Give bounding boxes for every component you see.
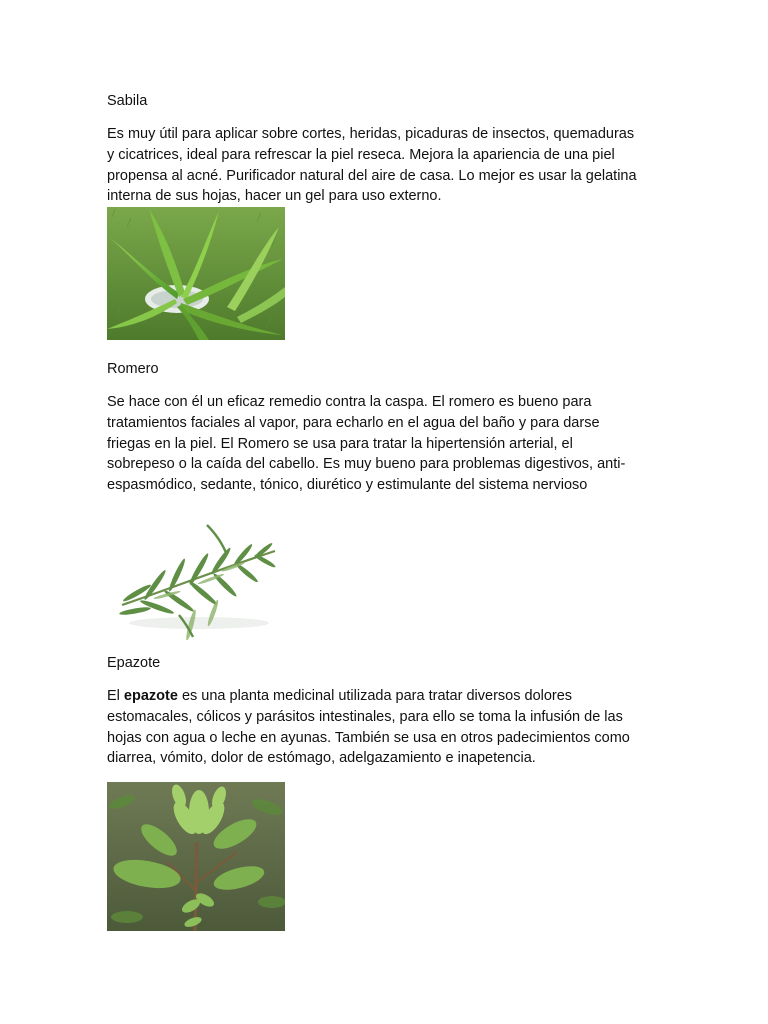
paragraph-line: y cicatrices, ideal para refrescar la piel reseca. Mejora la apariencia de una piel [107, 146, 615, 163]
rosemary-sprig-image [107, 515, 285, 640]
paragraph-line: hojas con agua o leche en ayunas. También se usa en otros padecimientos como [107, 729, 630, 746]
aloe-plant-image [107, 207, 285, 340]
paragraph-line: Se hace con él un eficaz remedio contra la caspa. El romero es bueno para [107, 394, 592, 410]
paragraph-line: tratamientos faciales al vapor, para echarlo en el agua del baño y para darse [107, 414, 600, 431]
paragraph-epazote [107, 686, 667, 769]
paragraph-sabila [107, 124, 667, 207]
paragraph-line [107, 686, 667, 707]
section-title-sabila: Sabila [107, 93, 148, 109]
paragraph-line: diarrea, vómito, dolor de estómago, adelgazamiento e inapetencia. [107, 750, 536, 767]
paragraph-line: friegas en la piel. El Romero se usa para tratar la hipertensión arterial, el [107, 435, 573, 452]
paragraph-line: espasmódico, sedante, tónico, diurético y estimulante del sistema nervioso [107, 477, 588, 493]
paragraph-line: Es muy útil para aplicar sobre cortes, heridas, picaduras de insectos, quemaduras [107, 126, 635, 142]
bold-term: epazote [123, 688, 178, 704]
paragraph-line: estomacales, cólicos y parásitos intestinales, para ello se toma la infusión de las [107, 708, 623, 725]
section-title-epazote: Epazote [107, 655, 161, 671]
text-run: es una planta medicinal utilizada para tratar diversos dolores [177, 688, 573, 704]
paragraph-line: interna de sus hojas, hacer un gel para uso externo. [107, 188, 442, 205]
text-run: El [107, 688, 124, 704]
section-title-romero: Romero [107, 361, 159, 377]
paragraph-line: propensa al acné. Purificador natural del aire de casa. Lo mejor es usar la gelatina [107, 167, 637, 184]
paragraph-line: sobrepeso o la caída del cabello. Es muy bueno para problemas digestivos, anti- [107, 456, 626, 473]
paragraph-romero [107, 392, 667, 496]
epazote-plant-image [107, 782, 285, 931]
